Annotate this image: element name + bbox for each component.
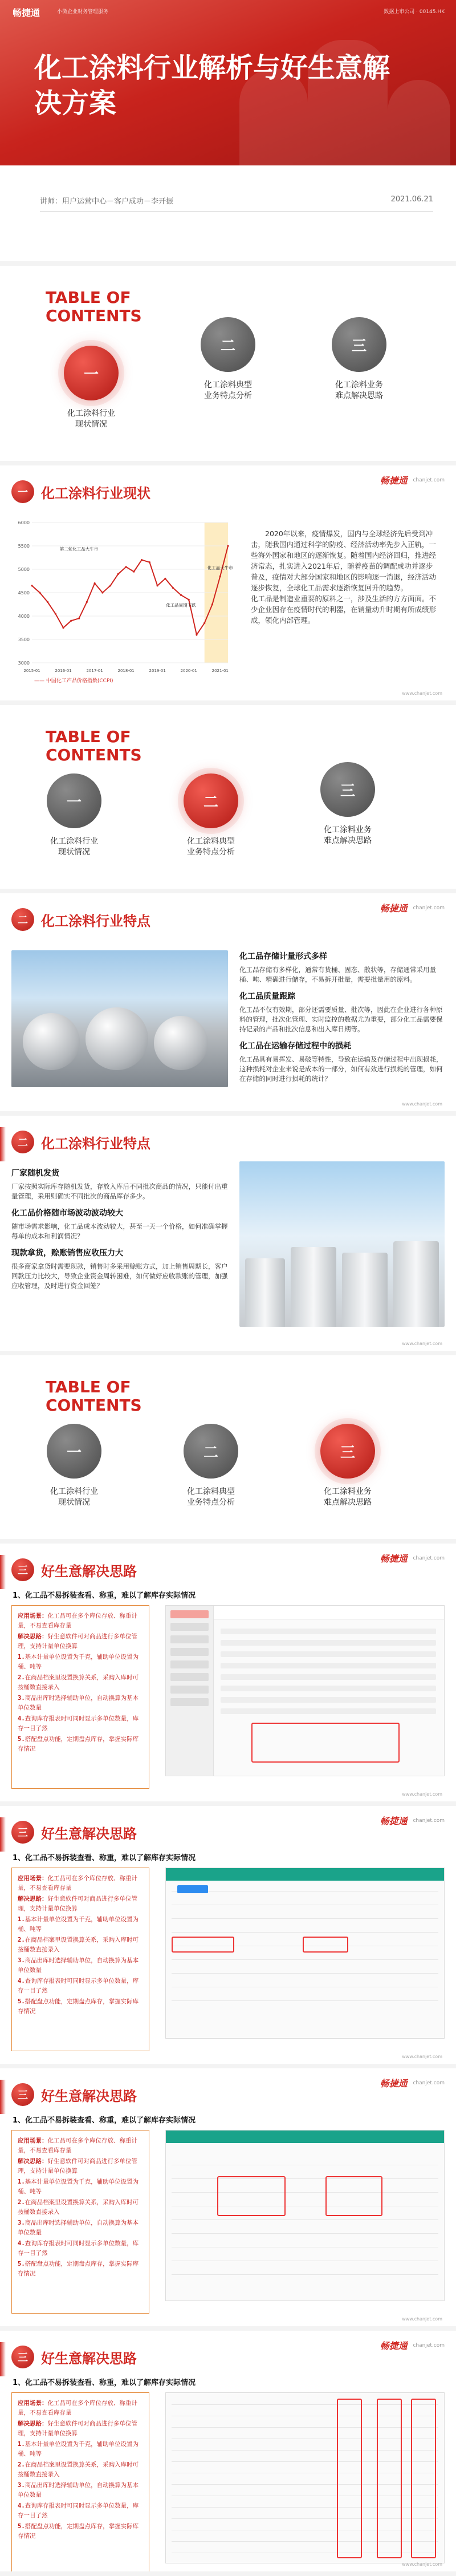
chemical-silos-photo [239,1161,445,1327]
scheme-key: 2. [18,2461,25,2468]
toc-title: TABLE OF CONTENTS [46,288,142,325]
section3-number: 三 [11,1558,34,1581]
solution-scheme-box [11,1605,149,1789]
scheme-value: 查询库存报表时可同时显示多单位数量，库存一目了然 [18,2240,139,2257]
cover-meta [0,165,456,266]
red-edge-accent [0,1127,6,1161]
toc-label-2: 化工涂料典型 业务特点分析 [187,837,235,857]
scheme-line [18,2198,143,2217]
ccpi-point [70,620,72,622]
ccpi-point [47,601,48,603]
toc-slide-3 [0,1355,456,1544]
scheme-value: 基本计量单位设置为千克，辅助单位设置为桶、吨等 [18,1654,139,1670]
scheme-value: 在商品档案里设置换算关系，采购入库时可按桶数直接录入 [18,1674,139,1691]
feature-heading-1: 化工品存储计量形式多样 [239,952,327,961]
cover-slide [0,0,456,266]
scheme-line [18,2218,143,2238]
section3-title: 好生意解决思路 [41,2350,137,2367]
scheme-value: 搭配盘点功能，定期盘点库存，掌握实际库存情况 [18,1998,139,2015]
ccpi-point [227,545,229,546]
scheme-line [18,1894,143,1914]
feature-heading-5: 化工品价格随市场波动波动较大 [11,1209,123,1218]
section1-title: 化工涂料行业现状 [41,485,150,501]
feature-text-4: 厂家按照实际库存随机发货，存放入库后不同批次商品的情况，只能付出重量管理，采用则确实不同批次的商品库存多少。 [11,1182,228,1200]
ccpi-series-line [32,546,228,635]
ccpi-point [172,587,174,589]
solution-scheme-box [11,2130,149,2314]
chart-annotation: 化工品大牛市 [207,565,233,570]
footer-url: www.chanjet.com [402,2562,442,2567]
toc-slide-2 [0,705,456,893]
scheme-key: 解决思路： [18,1895,48,1902]
toc-item-3[interactable] [308,1424,388,1508]
toc-label-1: 化工涂料行业 现状情况 [67,409,115,429]
ccpi-point [196,634,197,635]
brand-mark [380,1552,445,1565]
solution-scheme-box [11,2392,149,2576]
x-tick-label: 2015-01 [23,669,40,673]
toc-title: TABLE OF CONTENTS [46,1378,142,1415]
ccpi-point [78,618,80,619]
scheme-key: 2. [18,1674,25,1681]
scheme-key: 2. [18,1937,25,1943]
scheme-value: 化工品可在多个库位存放、称重计量，不易查看库存量 [18,1613,137,1629]
scheme-key: 3. [18,1957,25,1964]
toc-circle-3: 三 [320,762,375,817]
solution-slide-3 [0,2068,456,2331]
scheme-value: 商品出库时选择辅助单位，自动换算为基本单位数量 [18,2482,139,2498]
scheme-line [18,2259,143,2279]
software-screenshot [165,1605,445,1776]
brand-mark [380,1814,445,1827]
scheme-value: 在商品档案里设置换算关系，采购入库时可按桶数直接录入 [18,2199,139,2215]
y-tick-label: 4000 [18,614,30,619]
chanjet-logo: 畅捷通 [13,7,40,18]
scheme-line [18,1997,143,2016]
ccpi-chart-svg [11,517,234,677]
y-tick-label: 5000 [18,567,30,572]
section2-heading [11,1131,150,1153]
scheme-key: 解决思路： [18,2158,48,2165]
scheme-value: 基本计量单位设置为千克，辅助单位设置为桶、吨等 [18,2178,139,2195]
toc-circle-1: 一 [47,1424,101,1479]
red-edge-accent [0,2080,6,2114]
scheme-line [18,1632,143,1651]
brand-url: chanjet.com [413,905,445,911]
x-tick-label: 2017-01 [86,669,103,673]
feature-heading-2: 化工品质量跟踪 [239,992,295,1001]
y-tick-label: 5500 [18,544,30,549]
ccpi-point [164,578,166,580]
toc-item-2[interactable] [171,773,251,858]
scheme-key: 5. [18,1736,25,1743]
toc-label-2: 化工涂料典型 业务特点分析 [187,1487,235,1507]
brand-mark [380,2076,445,2089]
scheme-line [18,2460,143,2480]
red-edge-accent [0,1555,6,1589]
solution-slide-4 [0,2331,456,2576]
scheme-line [18,1673,143,1692]
scheme-key: 4. [18,2502,25,2509]
section2-features-b [11,1161,228,1291]
solution-point: 1、化工品不易拆装查看、称重，难以了解库存实际情况 [13,2379,196,2387]
footer-url: www.chanjet.com [402,2054,442,2059]
section1-number: 一 [11,480,34,503]
toc-circle-2: 二 [184,773,238,828]
scheme-key: 5. [18,2523,25,2530]
ccpi-point [219,576,221,577]
scheme-value: 好生意软件可对商品进行多单位管理，支持计量单位换算 [18,1633,137,1650]
date-text: 2021.06.21 [390,195,433,204]
scheme-line [18,1915,143,1934]
storage-tanks-photo [11,950,228,1087]
red-edge-accent [0,2342,6,2376]
toc-label-2: 化工涂料典型 业务特点分析 [204,380,252,400]
toc-label-3: 化工涂料业务 难点解决思路 [324,825,372,845]
section3-heading [11,2083,137,2106]
scheme-line [18,2501,143,2521]
feature-heading-4: 厂家随机发货 [11,1169,59,1178]
scheme-key: 解决思路： [18,2420,48,2427]
ccpi-chart [11,517,234,688]
brand-mark [380,473,445,487]
brand-url: chanjet.com [413,477,445,483]
scheme-value: 查询库存报表时可同时显示多单位数量，库存一目了然 [18,1978,139,1994]
scheme-value: 基本计量单位设置为千克，辅助单位设置为桶、吨等 [18,2441,139,2457]
scheme-key: 3. [18,2482,25,2489]
x-tick-label: 2021-01 [211,669,229,673]
solution-scheme-box [11,1868,149,2051]
footer-url: www.chanjet.com [402,691,442,696]
scheme-key: 4. [18,1715,25,1722]
toc-circle-1: 一 [64,346,119,400]
scheme-value: 化工品可在多个库位存放、称重计量，不易查看库存量 [18,2137,137,2154]
brand-url: chanjet.com [413,2080,445,2086]
ccpi-point [109,585,111,586]
ccpi-point [101,592,103,593]
scheme-value: 基本计量单位设置为千克，辅助单位设置为桶、吨等 [18,1916,139,1933]
section2-slide-a [0,893,456,1116]
chart-annotation: 第二轮化工品大牛市 [59,546,99,552]
scheme-key: 3. [18,2219,25,2226]
ccpi-point [203,622,205,624]
toc-item-3[interactable] [308,762,388,846]
scheme-line [18,2440,143,2459]
toc-label-3: 化工涂料业务 难点解决思路 [324,1487,372,1507]
scheme-line [18,1956,143,1975]
scheme-value: 查询库存报表时可同时显示多单位数量，库存一目了然 [18,2502,139,2519]
scheme-key: 1. [18,1916,25,1923]
toc-slide-1 [0,266,456,465]
brand-logo: 畅捷通 [380,1816,408,1826]
scheme-line [18,2136,143,2156]
brand-mark [380,2339,445,2352]
solution-slide-2 [0,1806,456,2068]
ccpi-point [55,613,56,614]
chart-legend: —— 中国化工产品价格指数(CCPI) [34,678,113,684]
scheme-line [18,1874,143,1893]
y-tick-label: 4500 [18,590,30,596]
scheme-value: 商品出库时选择辅助单位，自动换算为基本单位数量 [18,2219,139,2236]
toc-item-1[interactable] [34,773,114,858]
x-tick-label: 2020-01 [180,669,197,673]
scheme-value: 商品出库时选择辅助单位，自动换算为基本单位数量 [18,1695,139,1711]
brand-logo: 畅捷通 [380,2340,408,2351]
cover-title: 化工涂料行业解析与好生意解决方案 [34,52,390,119]
scheme-value: 化工品可在多个库位存放、称重计量，不易查看库存量 [18,1875,137,1892]
footer-url: www.chanjet.com [402,1792,442,1797]
section1-slide [0,465,456,705]
toc-item-3[interactable] [319,317,399,402]
scheme-key: 5. [18,2261,25,2267]
ccpi-point [133,571,135,573]
ccpi-point [86,601,88,603]
ccpi-point [188,599,190,601]
section3-title: 好生意解决思路 [41,2088,137,2104]
feature-text-3: 化工品具有易挥发、易破等特性，导致在运输及存储过程中出现损耗，这种损耗对企业来说是成本的一部分，如何有效进行损耗的管理，如何在存储的同时进行损耗的统计？ [239,1055,443,1083]
scheme-value: 商品出库时选择辅助单位，自动换算为基本单位数量 [18,1957,139,1974]
scheme-line [18,2177,143,2197]
scheme-key: 应用场景： [18,1875,48,1882]
solution-point: 1、化工品不易拆装查看、称重，难以了解库存实际情况 [13,2116,196,2125]
scheme-value: 化工品可在多个库位存放、称重计量，不易查看库存量 [18,2400,137,2416]
section2-title: 化工涂料行业特点 [41,1135,150,1152]
scheme-value: 在商品档案里设置换算关系，采购入库时可按桶数直接录入 [18,2461,139,2478]
section2-title: 化工涂料行业特点 [41,913,150,929]
ccpi-point [39,592,40,593]
section3-number: 三 [11,1821,34,1844]
scheme-key: 应用场景： [18,2137,48,2144]
feature-heading-3: 化工品在运输存储过程中的损耗 [239,1042,351,1051]
scheme-key: 1. [18,2441,25,2448]
section2-features-a [239,945,445,1084]
cover-topbar [0,0,456,19]
software-screenshot [165,2392,445,2563]
toc-label-1: 化工涂料行业 现状情况 [50,1487,98,1507]
footer-url: www.chanjet.com [402,1341,442,1346]
cover-site: 数据上市公司 · 00145.HK [384,9,445,15]
toc-circle-3: 三 [320,1424,375,1479]
scheme-line [18,2419,143,2439]
x-tick-label: 2016-01 [55,669,72,673]
toc-label-1: 化工涂料行业 现状情况 [50,837,98,857]
scheme-key: 4. [18,1978,25,1984]
brand-logo: 畅捷通 [380,1553,408,1564]
scheme-key: 5. [18,1998,25,2005]
ccpi-point [211,604,213,605]
scheme-value: 好生意软件可对商品进行多单位管理，支持计量单位换算 [18,1895,137,1912]
ccpi-point [117,573,119,575]
solution-point: 1、化工品不易拆装查看、称重，难以了解库存实际情况 [13,1854,196,1862]
ccpi-point [180,594,182,596]
brand-logo: 畅捷通 [380,903,408,914]
y-tick-label: 3000 [18,661,30,666]
scheme-value: 好生意软件可对商品进行多单位管理，支持计量单位换算 [18,2158,137,2174]
scheme-line [18,1976,143,1996]
toc-item-2[interactable] [188,317,268,402]
scheme-key: 1. [18,2178,25,2185]
footer-url: www.chanjet.com [402,2316,442,2322]
section1-text: 2020年以来，疫情爆发，国内与全球经济先后受到冲击，随我国内通过科学的防疫、经济活动率先步入正轨，一些海外国家和地区的逐渐恢复。随着国内经济回归，推进经济常态，扎实进入2021年后，随着疫苗的调配成功并逐步普及，疫情对大部分国家和地区的影响逐一消退，经济活动逐步恢复，全球化工品需求逐渐恢复回升的趋势。 化工品是制造业重要的原料之一，涉及生活的方方面面。不少企业因存在疫情时代的利器，在销量动升时期有所成绩形成，领化内部管理。 [251,529,437,625]
scheme-line [18,1611,143,1631]
lecturer-text: 讲师：用户运营中心－客户成功－李开振 [40,197,174,206]
ccpi-point [93,582,95,584]
section3-heading [11,1821,137,1844]
toc-item-1[interactable] [34,1424,114,1508]
red-edge-accent [0,1817,6,1852]
section3-number: 三 [11,2083,34,2106]
section3-title: 好生意解决思路 [41,1563,137,1579]
solution-point: 1、化工品不易拆装查看、称重，难以了解库存实际情况 [13,1591,196,1600]
feature-heading-6: 现款拿货，赊账销售应收压力大 [11,1249,123,1258]
toc-circle-2: 二 [201,317,255,372]
section2-number: 二 [11,908,34,931]
x-tick-label: 2018-01 [117,669,135,673]
scheme-line [18,1652,143,1672]
y-tick-label: 6000 [18,520,30,525]
scheme-line [18,2522,143,2541]
scheme-line [18,2157,143,2176]
scheme-value: 搭配盘点功能，定期盘点库存，掌握实际库存情况 [18,2523,139,2539]
scheme-line [18,2481,143,2500]
scheme-key: 4. [18,2240,25,2247]
scheme-value: 查询库存报表时可同时显示多单位数量，库存一目了然 [18,1715,139,1732]
divider [40,211,433,212]
x-tick-label: 2019-01 [149,669,166,673]
section3-number: 三 [11,2346,34,2368]
software-screenshot [165,1868,445,2039]
scheme-key: 3. [18,1695,25,1702]
feature-text-6: 很多商家拿货时需要现款，销售时多采用赊账方式，加上销售周期长，客户回款压力比较大，导致企业资金周转困难，如何做好应收款账的管理，加强应收管理，及时进行资金回笼？ [11,1262,228,1290]
footer-url: www.chanjet.com [402,1101,442,1107]
scheme-key: 1. [18,1654,25,1660]
brand-mark [380,901,445,914]
ccpi-point [149,561,150,563]
cover-tagline: 小微企业财务管理服务 [57,9,109,15]
section3-heading [11,1558,137,1581]
ccpi-point [62,627,64,629]
scheme-line [18,2239,143,2258]
scheme-key: 2. [18,2199,25,2206]
toc-circle-1: 一 [47,773,101,828]
toc-circle-2: 二 [184,1424,238,1479]
section3-title: 好生意解决思路 [41,1825,137,1842]
scheme-key: 解决思路： [18,1633,48,1640]
toc-item-1[interactable] [51,346,131,430]
ccpi-point [125,566,127,568]
software-screenshot [165,2130,445,2301]
scheme-value: 搭配盘点功能，定期盘点库存，掌握实际库存情况 [18,2261,139,2277]
scheme-value: 好生意软件可对商品进行多单位管理，支持计量单位换算 [18,2420,137,2437]
ccpi-point [157,585,158,586]
section1-heading [11,480,150,503]
feature-text-5: 随市场需求影响，化工品成本波动较大，甚至一天一个价格，如何准确掌握每单的成本和利润情况？ [11,1222,228,1240]
scheme-key: 应用场景： [18,1613,48,1619]
scheme-key: 应用场景： [18,2400,48,2407]
scheme-line [18,1714,143,1733]
scheme-line [18,1694,143,1713]
brand-url: chanjet.com [413,2342,445,2348]
toc-item-2[interactable] [171,1424,251,1508]
brand-logo: 畅捷通 [380,475,408,486]
scheme-value: 在商品档案里设置换算关系，采购入库时可按桶数直接录入 [18,1937,139,1953]
section2-heading [11,908,150,931]
brand-logo: 畅捷通 [380,2078,408,2089]
brand-url: chanjet.com [413,1555,445,1561]
feature-text-2: 化工品不仅有效期，部分还需要质量、批次等，因此在企业进行各种原料的管理，批次化管理、实时监控的数据尤为重要，部分化工品需要保持记录的产品和批次信息和出入库日期等。 [239,1006,443,1033]
ccpi-point [141,559,142,561]
y-tick-label: 3500 [18,637,30,642]
section2-slide-b [0,1116,456,1355]
scheme-line [18,1935,143,1955]
section2-number: 二 [11,1131,34,1153]
chart-annotation: 化工品周期下跌 [166,602,196,608]
feature-text-1: 化工品存储有多样化，通常有货桶、固态、散状等，存储通常采用量桶、吨、精确进行储存，不易拆开批量，需要批量用的原料。 [239,966,436,983]
scheme-line [18,1735,143,1754]
scheme-line [18,2399,143,2418]
ccpi-point [31,585,32,586]
section3-heading [11,2346,137,2368]
solution-slide-1 [0,1544,456,1806]
toc-circle-3: 三 [332,317,386,372]
brand-url: chanjet.com [413,1817,445,1824]
toc-title: TABLE OF CONTENTS [46,727,142,764]
toc-label-3: 化工涂料业务 难点解决思路 [335,380,383,400]
scheme-value: 搭配盘点功能，定期盘点库存，掌握实际库存情况 [18,1736,139,1752]
